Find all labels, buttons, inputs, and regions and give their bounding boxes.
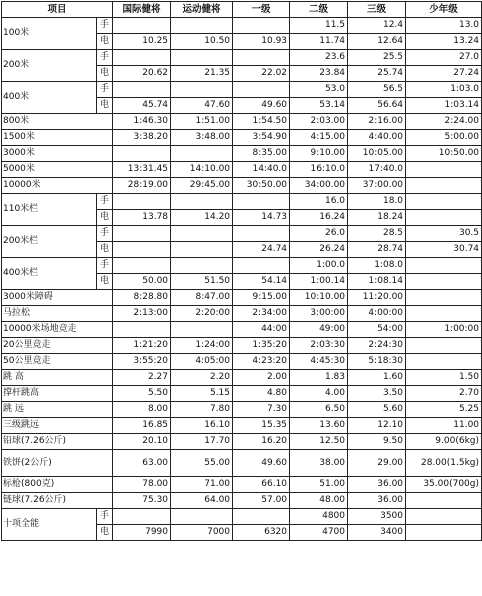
standard-value <box>233 509 290 525</box>
standard-value: 64.00 <box>171 493 233 509</box>
header-event: 项目 <box>2 2 113 18</box>
standard-value <box>113 509 171 525</box>
standard-value <box>113 322 171 338</box>
standard-value: 7.80 <box>171 402 233 418</box>
standard-value: 51.00 <box>290 477 348 493</box>
standard-value: 3:00:00 <box>290 306 348 322</box>
standard-value: 38.00 <box>290 450 348 477</box>
standard-value: 15.35 <box>233 418 290 434</box>
table-row <box>2 354 482 370</box>
standard-value: 22.02 <box>233 66 290 82</box>
standard-value: 37:00.00 <box>348 178 406 194</box>
header-junior: 少年级 <box>406 2 482 18</box>
standard-value: 25.74 <box>348 66 406 82</box>
standard-value: 14.20 <box>171 210 233 226</box>
standard-value: 5.50 <box>113 386 171 402</box>
table-row <box>2 162 482 178</box>
standard-value: 2:03.00 <box>290 114 348 130</box>
standard-value: 4.80 <box>233 386 290 402</box>
timing-electronic-label: 电 <box>97 210 113 226</box>
standard-value: 47.60 <box>171 98 233 114</box>
timing-hand-label: 手 <box>97 226 113 242</box>
standard-value <box>406 258 482 274</box>
standard-value: 53.14 <box>290 98 348 114</box>
standard-value: 2:34:00 <box>233 306 290 322</box>
event-name: 400米栏 <box>2 258 97 290</box>
standard-value <box>171 226 233 242</box>
table-row <box>2 146 482 162</box>
standard-value <box>113 146 171 162</box>
event-name: 跳 高 <box>2 370 113 386</box>
table-row <box>2 18 482 34</box>
standard-value: 27.24 <box>406 66 482 82</box>
standard-value: 1:21:20 <box>113 338 171 354</box>
standard-value: 2:16.00 <box>348 114 406 130</box>
event-name: 110米栏 <box>2 194 97 226</box>
table-row <box>2 306 482 322</box>
standard-value: 56.5 <box>348 82 406 98</box>
standard-value: 9.00(6kg) <box>406 434 482 450</box>
standard-value: 57.00 <box>233 493 290 509</box>
standard-value: 28:19.00 <box>113 178 171 194</box>
table-row <box>2 258 482 274</box>
standard-value: 54.14 <box>233 274 290 290</box>
standard-value: 1:08.0 <box>348 258 406 274</box>
standard-value: 36.00 <box>348 477 406 493</box>
event-name: 50公里竞走 <box>2 354 113 370</box>
standard-value: 13.60 <box>290 418 348 434</box>
standard-value: 30.5 <box>406 226 482 242</box>
standard-value: 20.62 <box>113 66 171 82</box>
standard-value: 8.00 <box>113 402 171 418</box>
standard-value: 30:50.00 <box>233 178 290 194</box>
standard-value <box>171 242 233 258</box>
timing-electronic-label: 电 <box>97 34 113 50</box>
table-row <box>2 290 482 306</box>
standard-value: 13:31.45 <box>113 162 171 178</box>
standard-value <box>171 50 233 66</box>
standard-value: 35.00(700g) <box>406 477 482 493</box>
standard-value <box>171 194 233 210</box>
standard-value: 3:38.20 <box>113 130 171 146</box>
standard-value <box>113 82 171 98</box>
standard-value: 2:20:00 <box>171 306 233 322</box>
standard-value: 10.50 <box>171 34 233 50</box>
standard-value <box>406 509 482 525</box>
standard-value: 16.10 <box>171 418 233 434</box>
timing-electronic-label: 电 <box>97 525 113 541</box>
event-name: 200米栏 <box>2 226 97 258</box>
standard-value: 21.35 <box>171 66 233 82</box>
timing-electronic-label: 电 <box>97 66 113 82</box>
standard-value <box>113 242 171 258</box>
standard-value: 1:03.14 <box>406 98 482 114</box>
standard-value: 66.10 <box>233 477 290 493</box>
standard-value: 3.50 <box>348 386 406 402</box>
standard-value: 17:40.0 <box>348 162 406 178</box>
standard-value: 12.50 <box>290 434 348 450</box>
standard-value: 49:00 <box>290 322 348 338</box>
standard-value <box>233 18 290 34</box>
table-row <box>2 418 482 434</box>
standard-value: 5:00.00 <box>406 130 482 146</box>
standard-value: 16:10.0 <box>290 162 348 178</box>
standard-value: 3:55:20 <box>113 354 171 370</box>
timing-hand-label: 手 <box>97 258 113 274</box>
standard-value: 5.25 <box>406 402 482 418</box>
timing-hand-label: 手 <box>97 18 113 34</box>
standard-value <box>406 178 482 194</box>
standard-value <box>406 210 482 226</box>
standard-value <box>113 194 171 210</box>
table-row <box>2 450 482 477</box>
header-grade-3: 三级 <box>348 2 406 18</box>
standard-value: 63.00 <box>113 450 171 477</box>
table-row <box>2 194 482 210</box>
header-grade-2: 二级 <box>290 2 348 18</box>
standard-value: 1.60 <box>348 370 406 386</box>
standard-value <box>406 290 482 306</box>
standard-value: 11.74 <box>290 34 348 50</box>
event-name: 马拉松 <box>2 306 113 322</box>
standard-value: 1:00.14 <box>290 274 348 290</box>
standard-value: 2:13:00 <box>113 306 171 322</box>
standard-value: 2:24:30 <box>348 338 406 354</box>
table-row <box>2 509 482 525</box>
standard-value: 50.00 <box>113 274 171 290</box>
event-name: 3000米 <box>2 146 113 162</box>
table-row <box>2 338 482 354</box>
standard-value <box>406 493 482 509</box>
standard-value <box>171 82 233 98</box>
standard-value <box>113 258 171 274</box>
standard-value: 28.74 <box>348 242 406 258</box>
event-name: 三级跳远 <box>2 418 113 434</box>
standard-value: 9.50 <box>348 434 406 450</box>
standard-value: 12.64 <box>348 34 406 50</box>
standard-value: 3400 <box>348 525 406 541</box>
standard-value <box>171 322 233 338</box>
event-name: 10000米 <box>2 178 113 194</box>
standard-value <box>406 354 482 370</box>
standard-value: 29:45.00 <box>171 178 233 194</box>
standard-value: 44:00 <box>233 322 290 338</box>
standard-value: 56.64 <box>348 98 406 114</box>
standard-value: 45.74 <box>113 98 171 114</box>
timing-hand-label: 手 <box>97 194 113 210</box>
standard-value: 8:47.00 <box>171 290 233 306</box>
standard-value: 17.70 <box>171 434 233 450</box>
event-name: 100米 <box>2 18 97 50</box>
standard-value: 78.00 <box>113 477 171 493</box>
athletics-standards-table <box>1 1 482 541</box>
standard-value: 6.50 <box>290 402 348 418</box>
standard-value: 49.60 <box>233 98 290 114</box>
standard-value: 2.00 <box>233 370 290 386</box>
table-row <box>2 226 482 242</box>
standard-value <box>233 194 290 210</box>
timing-hand-label: 手 <box>97 50 113 66</box>
standard-value: 4:05:00 <box>171 354 233 370</box>
standard-value: 13.24 <box>406 34 482 50</box>
standard-value: 4.00 <box>290 386 348 402</box>
event-name: 1500米 <box>2 130 113 146</box>
standard-value: 5:18:30 <box>348 354 406 370</box>
event-name: 800米 <box>2 114 113 130</box>
table-row <box>2 386 482 402</box>
event-name: 10000米场地竞走 <box>2 322 113 338</box>
table-row <box>2 114 482 130</box>
standard-value: 1:51.00 <box>171 114 233 130</box>
standard-value: 25.5 <box>348 50 406 66</box>
standard-value: 9:10.00 <box>290 146 348 162</box>
standard-value: 75.30 <box>113 493 171 509</box>
timing-electronic-label: 电 <box>97 242 113 258</box>
standard-value <box>233 226 290 242</box>
header-master: 运动健将 <box>171 2 233 18</box>
header-international-master: 国际健将 <box>113 2 171 18</box>
standard-value: 12.10 <box>348 418 406 434</box>
standard-value: 3:48.00 <box>171 130 233 146</box>
standard-value: 7990 <box>113 525 171 541</box>
table-row <box>2 130 482 146</box>
standard-value: 23.84 <box>290 66 348 82</box>
standard-value: 14:10.00 <box>171 162 233 178</box>
header-grade-1: 一级 <box>233 2 290 18</box>
standard-value <box>171 146 233 162</box>
standard-value <box>113 50 171 66</box>
standard-value <box>113 18 171 34</box>
standard-value: 1:00.0 <box>290 258 348 274</box>
event-name: 标枪(800克) <box>2 477 113 493</box>
standard-value: 16.24 <box>290 210 348 226</box>
standard-value <box>233 50 290 66</box>
standard-value <box>406 162 482 178</box>
standard-value: 4:40.00 <box>348 130 406 146</box>
standard-value: 2:24.00 <box>406 114 482 130</box>
event-name: 铅球(7.26公斤) <box>2 434 113 450</box>
table-row <box>2 477 482 493</box>
standard-value: 48.00 <box>290 493 348 509</box>
standard-value <box>406 274 482 290</box>
standard-value: 53.0 <box>290 82 348 98</box>
standard-value: 34:00.00 <box>290 178 348 194</box>
standard-value: 28.5 <box>348 226 406 242</box>
standard-value: 4700 <box>290 525 348 541</box>
standard-value <box>171 258 233 274</box>
standard-value: 2.20 <box>171 370 233 386</box>
standard-value <box>113 226 171 242</box>
standard-value: 20.10 <box>113 434 171 450</box>
standard-value: 36.00 <box>348 493 406 509</box>
event-name: 链球(7.26公斤) <box>2 493 113 509</box>
standard-value: 28.00(1.5kg) <box>406 450 482 477</box>
table-row <box>2 178 482 194</box>
standard-value: 14:40.0 <box>233 162 290 178</box>
standard-value: 6320 <box>233 525 290 541</box>
standard-value: 4:23:20 <box>233 354 290 370</box>
standard-value: 18.0 <box>348 194 406 210</box>
standard-value: 12.4 <box>348 18 406 34</box>
event-name: 400米 <box>2 82 97 114</box>
standard-value: 54:00 <box>348 322 406 338</box>
standard-value: 10.93 <box>233 34 290 50</box>
standard-value: 9:15.00 <box>233 290 290 306</box>
standard-value: 11:20.00 <box>348 290 406 306</box>
standard-value: 1.83 <box>290 370 348 386</box>
standard-value: 29.00 <box>348 450 406 477</box>
standard-value: 30.74 <box>406 242 482 258</box>
standard-value: 26.24 <box>290 242 348 258</box>
standard-value: 1:08.14 <box>348 274 406 290</box>
standards-table-wrapper <box>1 1 482 541</box>
table-row <box>2 82 482 98</box>
standard-value: 1:35:20 <box>233 338 290 354</box>
event-name: 铁饼(2公斤) <box>2 450 113 477</box>
timing-hand-label: 手 <box>97 82 113 98</box>
standard-value <box>233 258 290 274</box>
standard-value: 10:05.00 <box>348 146 406 162</box>
standard-value: 1:24:00 <box>171 338 233 354</box>
standard-value: 10:10.00 <box>290 290 348 306</box>
standard-value: 55.00 <box>171 450 233 477</box>
standard-value: 5.15 <box>171 386 233 402</box>
standard-value: 1:03.0 <box>406 82 482 98</box>
header-row <box>2 2 482 18</box>
standard-value: 13.0 <box>406 18 482 34</box>
standard-value: 4:00:00 <box>348 306 406 322</box>
table-body <box>2 18 482 541</box>
timing-hand-label: 手 <box>97 509 113 525</box>
event-name: 跳 远 <box>2 402 113 418</box>
standard-value: 1:46.30 <box>113 114 171 130</box>
standard-value: 1.50 <box>406 370 482 386</box>
table-row <box>2 402 482 418</box>
standard-value: 14.73 <box>233 210 290 226</box>
standard-value: 13.78 <box>113 210 171 226</box>
timing-electronic-label: 电 <box>97 274 113 290</box>
standard-value <box>406 525 482 541</box>
table-row <box>2 370 482 386</box>
standard-value: 11.00 <box>406 418 482 434</box>
event-name: 撑杆跳高 <box>2 386 113 402</box>
standard-value: 2.27 <box>113 370 171 386</box>
standard-value: 18.24 <box>348 210 406 226</box>
standard-value: 11.5 <box>290 18 348 34</box>
standard-value <box>233 82 290 98</box>
event-name: 十项全能 <box>2 509 97 541</box>
table-row <box>2 322 482 338</box>
standard-value: 1:54.50 <box>233 114 290 130</box>
standard-value: 2.70 <box>406 386 482 402</box>
standard-value: 4800 <box>290 509 348 525</box>
standard-value: 10:50.00 <box>406 146 482 162</box>
standard-value: 3:54.90 <box>233 130 290 146</box>
standard-value: 27.0 <box>406 50 482 66</box>
standard-value: 3500 <box>348 509 406 525</box>
standard-value: 4:15.00 <box>290 130 348 146</box>
standard-value: 23.6 <box>290 50 348 66</box>
standard-value: 2:03:30 <box>290 338 348 354</box>
standard-value: 24.74 <box>233 242 290 258</box>
table-row <box>2 493 482 509</box>
standard-value: 7.30 <box>233 402 290 418</box>
standard-value: 10.25 <box>113 34 171 50</box>
table-row <box>2 434 482 450</box>
event-name: 3000米障碍 <box>2 290 113 306</box>
standard-value: 8:28.80 <box>113 290 171 306</box>
standard-value <box>406 338 482 354</box>
standard-value: 16.85 <box>113 418 171 434</box>
table-row <box>2 50 482 66</box>
standard-value <box>171 18 233 34</box>
standard-value: 71.00 <box>171 477 233 493</box>
standard-value <box>171 509 233 525</box>
standard-value: 49.60 <box>233 450 290 477</box>
standard-value: 16.20 <box>233 434 290 450</box>
event-name: 200米 <box>2 50 97 82</box>
standard-value <box>406 194 482 210</box>
timing-electronic-label: 电 <box>97 98 113 114</box>
event-name: 5000米 <box>2 162 113 178</box>
standard-value: 1:00:00 <box>406 322 482 338</box>
standard-value: 8:35.00 <box>233 146 290 162</box>
standard-value: 26.0 <box>290 226 348 242</box>
standard-value: 51.50 <box>171 274 233 290</box>
standard-value <box>406 306 482 322</box>
standard-value: 7000 <box>171 525 233 541</box>
standard-value: 16.0 <box>290 194 348 210</box>
standard-value: 4:45:30 <box>290 354 348 370</box>
standard-value: 5.60 <box>348 402 406 418</box>
event-name: 20公里竞走 <box>2 338 113 354</box>
